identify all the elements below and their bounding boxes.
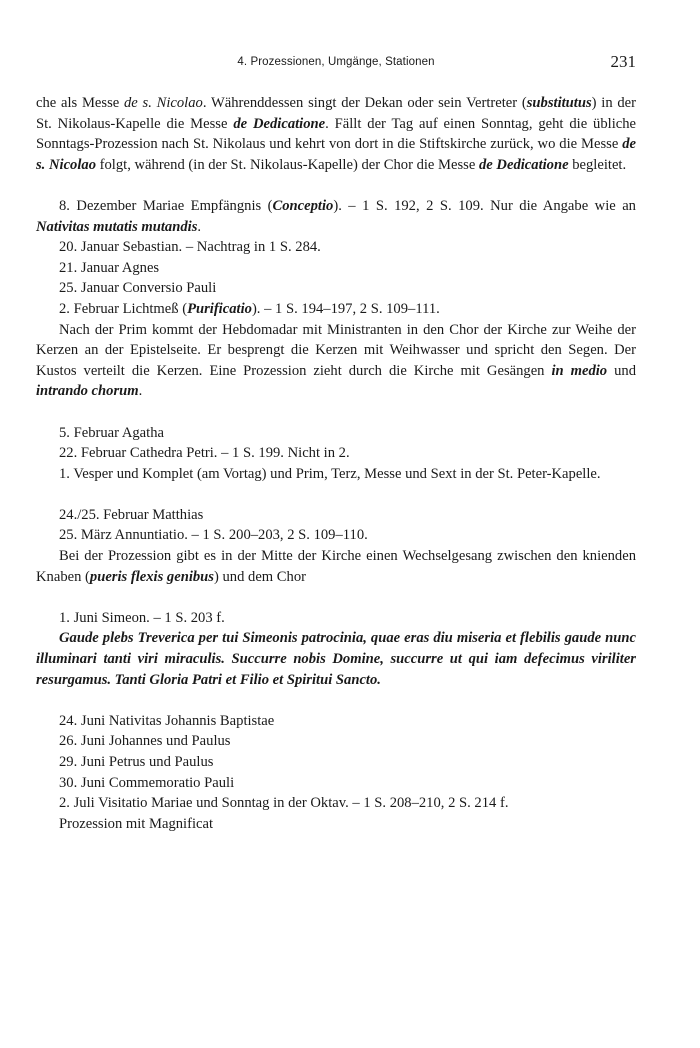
entry-juni-24: 24. Juni Nativitas Johannis Baptistae [59, 712, 275, 729]
spacer [36, 587, 636, 608]
entry-juni-26: 26. Juni Johannes und Paulus [59, 733, 231, 750]
spacer [36, 484, 636, 505]
entry-prozession-magnificat: Prozession mit Magnificat [59, 815, 214, 832]
entry-januar-21: 21. Januar Agnes [59, 259, 160, 276]
latin-antiphon: Gaude plebs Treverica per tui Simeonis patrocinia, quae eras diu miseria et flebilis gaude nunc illuminari tanti viri miraculis. Succurre nobis Domine, succurre ut qui iam defecimus viriliter resurgamus. Tanti Gloria Patri et Filio et Spiritui Sancto. [36, 630, 636, 688]
entry-februar-22: 22. Februar Cathedra Petri. – 1 S. 199. Nicht in 2. [59, 445, 350, 462]
entry-januar-20: 20. Januar Sebastian. – Nachtrag in 1 S. 284. [59, 239, 321, 256]
entry-juni-30: 30. Juni Commemoratio Pauli [59, 774, 235, 791]
paragraph-prozession-knaben: Bei der Prozession gibt es in der Mitte der Kirche einen Wechselgesang zwischen den knienden Knaben (pueris flexis genibus) und dem Chor [36, 548, 636, 585]
paragraph-vesper: 1. Vesper und Komplet (am Vortag) und Prim, Terz, Messe und Sext in der St. Peter-Kapelle. [59, 465, 601, 482]
entry-juni-29: 29. Juni Petrus und Paulus [59, 754, 214, 770]
page-number: 231 [610, 52, 636, 71]
running-title: 4. Prozessionen, Umgänge, Stationen [237, 56, 435, 68]
entry-juni-1: 1. Juni Simeon. – 1 S. 203 f. [59, 609, 225, 626]
spacer [36, 690, 636, 711]
entry-februar-2: 2. Februar Lichtmeß (Purificatio). – 1 S. 194–197, 2 S. 109–111. [59, 300, 440, 317]
entry-februar-24: 24./25. Februar Matthias [59, 506, 204, 523]
spacer [36, 402, 636, 423]
spacer [36, 175, 636, 196]
entry-januar-25: 25. Januar Conversio Pauli [59, 280, 217, 297]
paragraph-nicolao: che als Messe de s. Nicolao. Währenddessen singt der Dekan oder sein Vertreter (substitutus) in der St. Nikolaus-Kapelle die Messe de Dedicatione. Fällt der Tag auf einen Sonntag, geht die übliche Sonntags-Prozession nach St. Nikolaus und kehrt von dort in die Stiftskirche zurück, wo die Messe de s. Nicolao folgt, während (in der St. Nikolaus-Kapelle) der Chor die Messe de Dedicatione begleitet. [36, 95, 637, 173]
entry-maerz-25: 25. März Annuntiatio. – 1 S. 200–203, 2 S. 109–110. [59, 527, 368, 544]
entry-februar-5: 5. Februar Agatha [59, 424, 164, 441]
entry-juli-2: 2. Juli Visitatio Mariae und Sonntag in der Oktav. – 1 S. 208–210, 2 S. 214 f. [59, 795, 509, 812]
paragraph-lichtmess: Nach der Prim kommt der Hebdomadar mit Ministranten in den Chor der Kirche zur Weihe der Kerzen an der Epistelseite. Er besprengt die Kerzen mit Weihwasser und spricht den Segen. Der Kustos verteilt die Kerzen. Eine Prozession zieht durch die Kirche mit Gesängen in medio und intrando chorum. [36, 321, 636, 400]
body-text [36, 93, 636, 834]
running-header [36, 52, 636, 80]
entry-dezember-8: 8. Dezember Mariae Empfängnis (Conceptio). – 1 S. 192, 2 S. 109. Nur die Angabe wie an Nativitas mutatis mutandis. [36, 197, 636, 235]
